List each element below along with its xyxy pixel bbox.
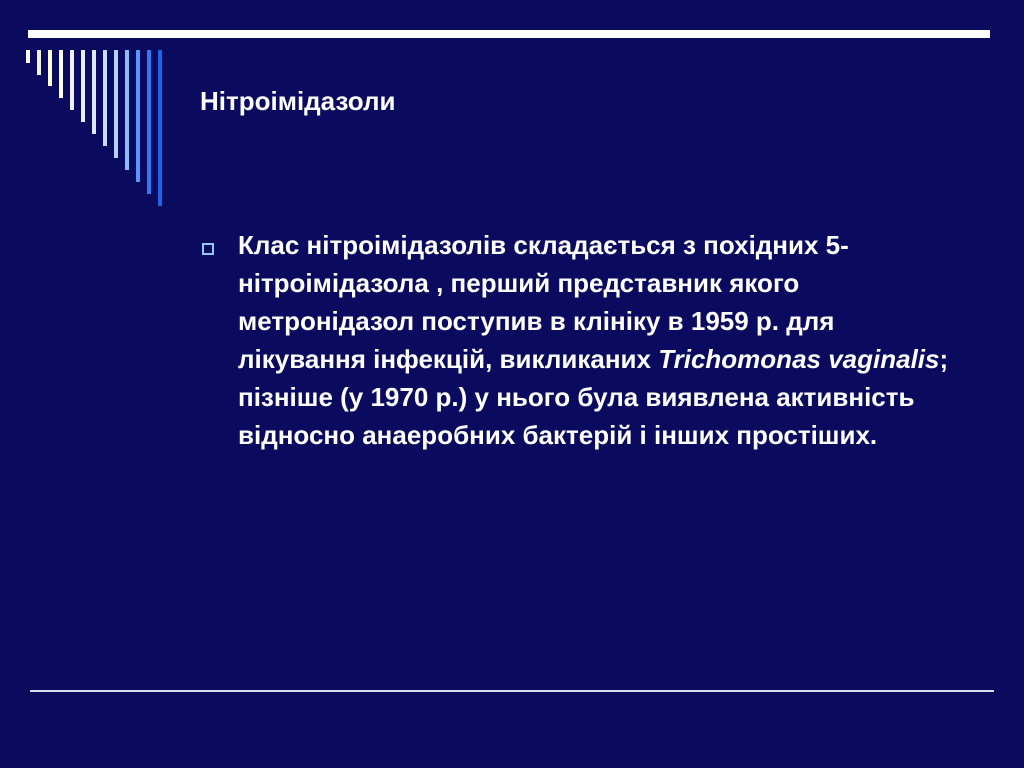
decor-stripe	[158, 50, 162, 206]
decor-stripe	[92, 50, 96, 134]
decor-stripe	[48, 50, 52, 86]
decor-stripe	[103, 50, 107, 146]
slide-title: Нітроімідазоли	[200, 86, 396, 116]
bullet-item	[202, 226, 982, 454]
hollow-square-bullet-icon	[202, 243, 214, 255]
decor-stripe	[136, 50, 140, 182]
decor-stripe	[147, 50, 151, 194]
bottom-divider-line	[30, 690, 994, 692]
slide-body	[202, 226, 982, 454]
decor-stripe	[59, 50, 63, 98]
decor-stripe	[26, 50, 30, 63]
bullet-paragraph	[238, 226, 968, 454]
decorative-stripes	[0, 0, 200, 220]
decor-stripe	[70, 50, 74, 110]
bullet-text-end: ; пізніше (у 1970 р.) у нього була виявлена активність відносно анаеробних бактерій і інших простіших.	[238, 344, 949, 450]
decor-stripe	[81, 50, 85, 122]
decor-stripe	[37, 50, 41, 75]
organism-name: Trichomonas vaginalis	[658, 344, 940, 374]
decor-stripe	[114, 50, 118, 158]
bullet-text-start: Клас нітроімідазолів складається з похідних 5-нітроімідазола , перший представник якого метронідазол поступив в клініку в 1959 р. для лікування інфекцій, викликаних	[238, 230, 849, 374]
decor-stripe	[125, 50, 129, 170]
